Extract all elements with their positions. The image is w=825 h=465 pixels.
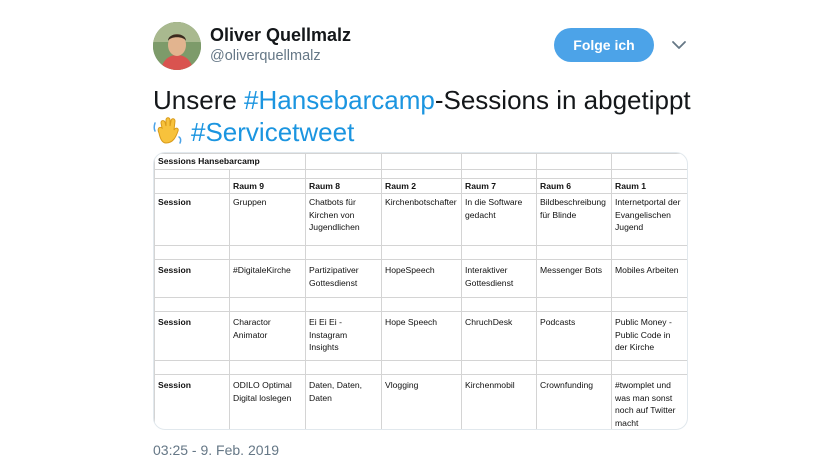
table-row <box>155 194 688 246</box>
table-cell: Bildbeschreibung für Blinde <box>537 194 612 246</box>
table-cell: Ei Ei Ei - Instagram Insights <box>306 312 382 361</box>
table-title: Sessions Hansebarcamp <box>155 154 306 170</box>
table-cell: ODILO Optimal Digital loslegen <box>230 375 306 431</box>
table-cell: Mobiles Arbeiten <box>612 260 688 298</box>
tweet-text <box>153 84 753 152</box>
table-cell: Vlogging <box>382 375 462 431</box>
table-row <box>155 312 688 361</box>
column-header: Raum 1 <box>612 178 688 194</box>
tweet-text-before: Unsere <box>153 85 245 115</box>
follow-button[interactable]: Folge ich <box>554 28 654 62</box>
author-display-name[interactable]: Oliver Quellmalz <box>210 25 352 45</box>
table-cell: ChruchDesk <box>462 312 537 361</box>
column-header: Raum 9 <box>230 178 306 194</box>
column-header: Raum 7 <box>462 178 537 194</box>
table-cell: Internetportal der Evangelischen Jugend <box>612 194 688 246</box>
table-cell: Public Money - Public Code in der Kirche <box>612 312 688 361</box>
table-cell: Messenger Bots <box>537 260 612 298</box>
table-row <box>155 375 688 431</box>
table-cell: Crownfunding <box>537 375 612 431</box>
table-cell: Chatbots für Kirchen von Jugendlichen <box>306 194 382 246</box>
table-cell: Charactor Animator <box>230 312 306 361</box>
table-cell: HopeSpeech <box>382 260 462 298</box>
sessions-table <box>154 153 688 430</box>
table-header-row <box>155 178 688 194</box>
hashtag-link[interactable]: #Servicetweet <box>191 117 355 147</box>
table-cell: Session <box>155 194 230 246</box>
table-cell: Session <box>155 375 230 431</box>
table-cell: Gruppen <box>230 194 306 246</box>
table-cell: Kirchenbotschafter <box>382 194 462 246</box>
chevron-down-icon[interactable] <box>671 38 687 50</box>
table-cell: Podcasts <box>537 312 612 361</box>
table-cell: #DigitaleKirche <box>230 260 306 298</box>
waving-hand-icon <box>153 117 183 152</box>
table-row <box>155 260 688 298</box>
avatar-photo <box>153 22 201 70</box>
column-header <box>155 178 230 194</box>
avatar[interactable] <box>153 22 201 70</box>
table-cell: Partizipativer Gottesdienst <box>306 260 382 298</box>
table-cell: Kirchenmobil <box>462 375 537 431</box>
hashtag-link[interactable]: #Hansebarcamp <box>244 85 435 115</box>
table-cell: Daten, Daten, Daten <box>306 375 382 431</box>
column-header: Raum 2 <box>382 178 462 194</box>
table-cell: Session <box>155 312 230 361</box>
table-cell: Interaktiver Gottesdienst <box>462 260 537 298</box>
tweet-timestamp[interactable]: 03:25 - 9. Feb. 2019 <box>153 442 280 458</box>
table-cell: #twomplet und was man sonst noch auf Twitter macht <box>612 375 688 431</box>
tweet-media-image[interactable] <box>153 152 688 430</box>
table-cell: In die Software gedacht <box>462 194 537 246</box>
column-header: Raum 8 <box>306 178 382 194</box>
tweet-text-middle: -Sessions in abgetippt <box>434 85 691 115</box>
table-cell: Hope Speech <box>382 312 462 361</box>
column-header: Raum 6 <box>537 178 612 194</box>
table-cell: Session <box>155 260 230 298</box>
author-handle[interactable]: @oliverquellmalz <box>210 48 321 64</box>
